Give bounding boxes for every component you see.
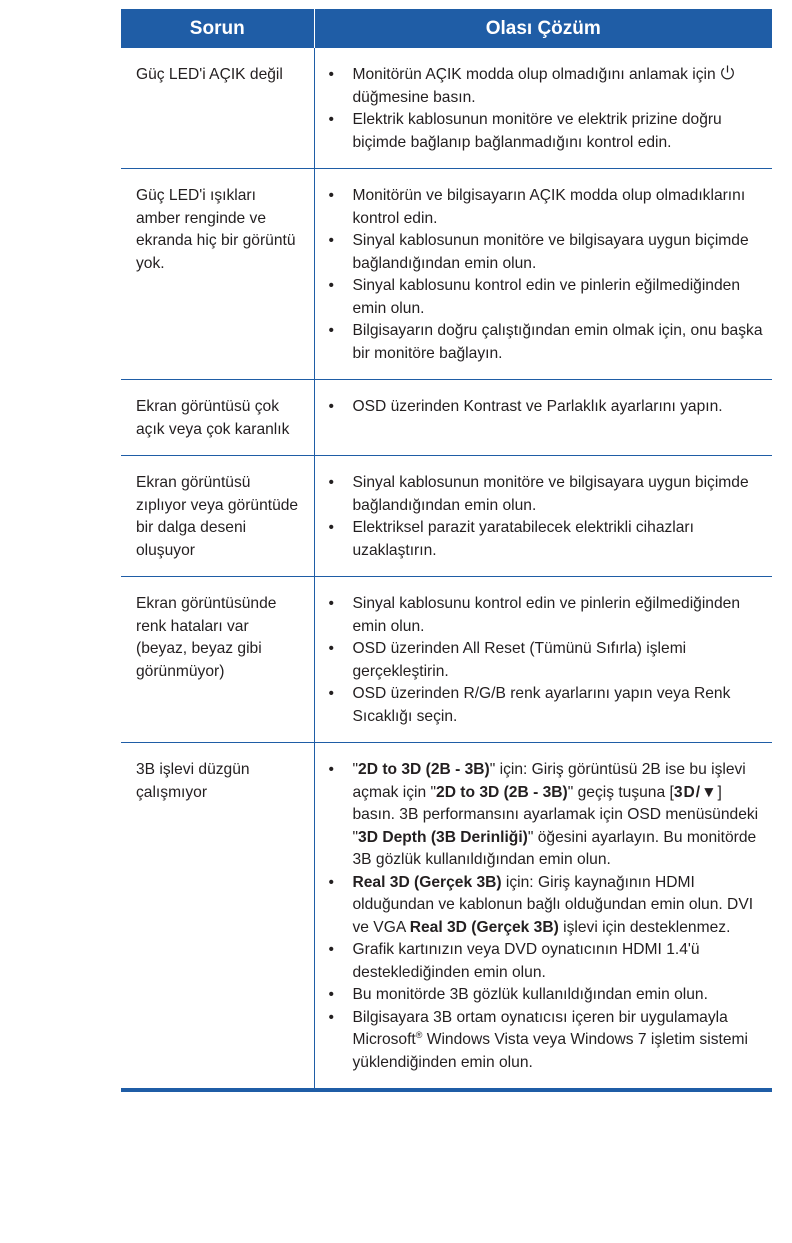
solution-item: • OSD üzerinden Kontrast ve Parlaklık ayarlarını yapın. — [315, 396, 769, 419]
solution-item: • Sinyal kablosunu kontrol edin ve pinlerin eğilmediğinden emin olun. — [315, 275, 769, 320]
solution-item: • Elektrik kablosunun monitöre ve elektrik prizine doğru biçimde bağlanıp bağlanmadığını kontrol edin. — [315, 109, 769, 154]
problem-cell: Ekran görüntüsünde renk hataları var (beyaz, beyaz gibi görünmüyor) — [121, 577, 314, 743]
solution-text: " öğesini ayarlayın. Bu monitörde 3B gözlük kullanıldığından emin olun. — [352, 828, 757, 868]
solution-item — [315, 759, 769, 872]
solution-item: • Monitörün ve bilgisayarın AÇIK modda olup olmadıklarını kontrol edin. — [315, 185, 769, 230]
solution-text: Monitörün AÇIK modda olup olmadığını anlamak için — [352, 66, 721, 83]
table-row — [121, 169, 772, 380]
table-row — [121, 380, 772, 456]
problem-cell: Ekran görüntüsü çok açık veya çok karanlık — [121, 380, 314, 456]
solution-item — [315, 1007, 769, 1075]
solution-item: • OSD üzerinden R/G/B renk ayarlarını yapın veya Renk Sıcaklığı seçin. — [315, 683, 769, 728]
solution-item: • Sinyal kablosunu kontrol edin ve pinlerin eğilmediğinden emin olun. — [315, 593, 769, 638]
solution-cell — [314, 380, 772, 456]
solution-text: için: Giriş kaynağının HDMI olduğundan ve kablonun bağlı olduğundan emin olun. DVI ve VGA — [352, 873, 754, 936]
solution-text: " geçiş tuşuna [ — [567, 783, 674, 801]
solution-text: düğmesine basın. — [352, 88, 476, 106]
solution-list — [315, 64, 769, 154]
solution-item — [315, 64, 769, 109]
solution-cell — [314, 577, 772, 743]
solution-list — [315, 396, 769, 419]
solution-item: • OSD üzerinden All Reset (Tümünü Sıfırla) işlemi gerçekleştirin. — [315, 638, 769, 683]
solution-list — [315, 593, 769, 728]
solution-list — [315, 185, 769, 365]
solution-item: • Elektriksel parazit yaratabilecek elektrikli cihazları uzaklaştırın. — [315, 517, 769, 562]
solution-item: • Bu monitörde 3B gözlük kullanıldığından emin olun. — [315, 984, 769, 1007]
troubleshooting-table — [121, 9, 772, 1092]
solution-text: " için: Giriş görüntüsü 2B ise bu işlevi açmak için " — [352, 761, 746, 801]
solution-cell — [314, 48, 772, 169]
bold-term: Real 3D (Gerçek 3B) — [409, 918, 559, 936]
solution-text: Bilgisayara 3B ortam oynatıcısı içeren bir uygulamayla Microsoft — [352, 1008, 728, 1048]
solution-item: • Sinyal kablosunun monitöre ve bilgisayara uygun biçimde bağlandığından emin olun. — [315, 230, 769, 275]
column-header-problem: Sorun — [121, 9, 314, 48]
3d-key-label: 3D/▼ — [673, 783, 718, 801]
problem-cell: Ekran görüntüsü zıplıyor veya görüntüde bir dalga deseni oluşuyor — [121, 456, 314, 577]
bold-term: 3D Depth (3B Derinliği) — [358, 828, 528, 846]
problem-cell: 3B işlevi düzgün çalışmıyor — [121, 743, 314, 1091]
solution-list — [315, 759, 769, 1074]
power-icon — [720, 64, 735, 81]
solution-text: ] basın. 3B performansını ayarlamak için OSD menüsündeki " — [352, 783, 759, 846]
bold-term: Real 3D (Gerçek 3B) — [352, 873, 502, 891]
table-row — [121, 743, 772, 1091]
column-header-solution: Olası Çözüm — [314, 9, 772, 48]
registered-mark: ® — [415, 1029, 423, 1040]
solution-cell — [314, 169, 772, 380]
table-header-row — [121, 9, 772, 48]
solution-cell — [314, 743, 772, 1091]
solution-item: • Bilgisayarın doğru çalıştığından emin olmak için, onu başka bir monitöre bağlayın. — [315, 320, 769, 365]
solution-item: • Sinyal kablosunun monitöre ve bilgisayara uygun biçimde bağlandığından emin olun. — [315, 472, 769, 517]
solution-item: • Grafik kartınızın veya DVD oynatıcının HDMI 1.4'ü desteklediğinden emin olun. — [315, 939, 769, 984]
table-row — [121, 48, 772, 169]
solution-text: " — [352, 761, 359, 778]
problem-cell: Güç LED'i AÇIK değil — [121, 48, 314, 169]
table-row — [121, 577, 772, 743]
table-row — [121, 456, 772, 577]
solution-text: işlevi için desteklenmez. — [558, 918, 731, 936]
problem-cell: Güç LED'i ışıkları amber renginde ve ekranda hiç bir görüntü yok. — [121, 169, 314, 380]
solution-list — [315, 472, 769, 562]
solution-item — [315, 872, 769, 940]
solution-cell — [314, 456, 772, 577]
bold-term: 2D to 3D (2B - 3B) — [436, 783, 568, 801]
solution-text: Windows Vista veya Windows 7 işletim sistemi yüklendiğinden emin olun. — [352, 1031, 748, 1071]
bold-term: 2D to 3D (2B - 3B) — [358, 761, 490, 778]
